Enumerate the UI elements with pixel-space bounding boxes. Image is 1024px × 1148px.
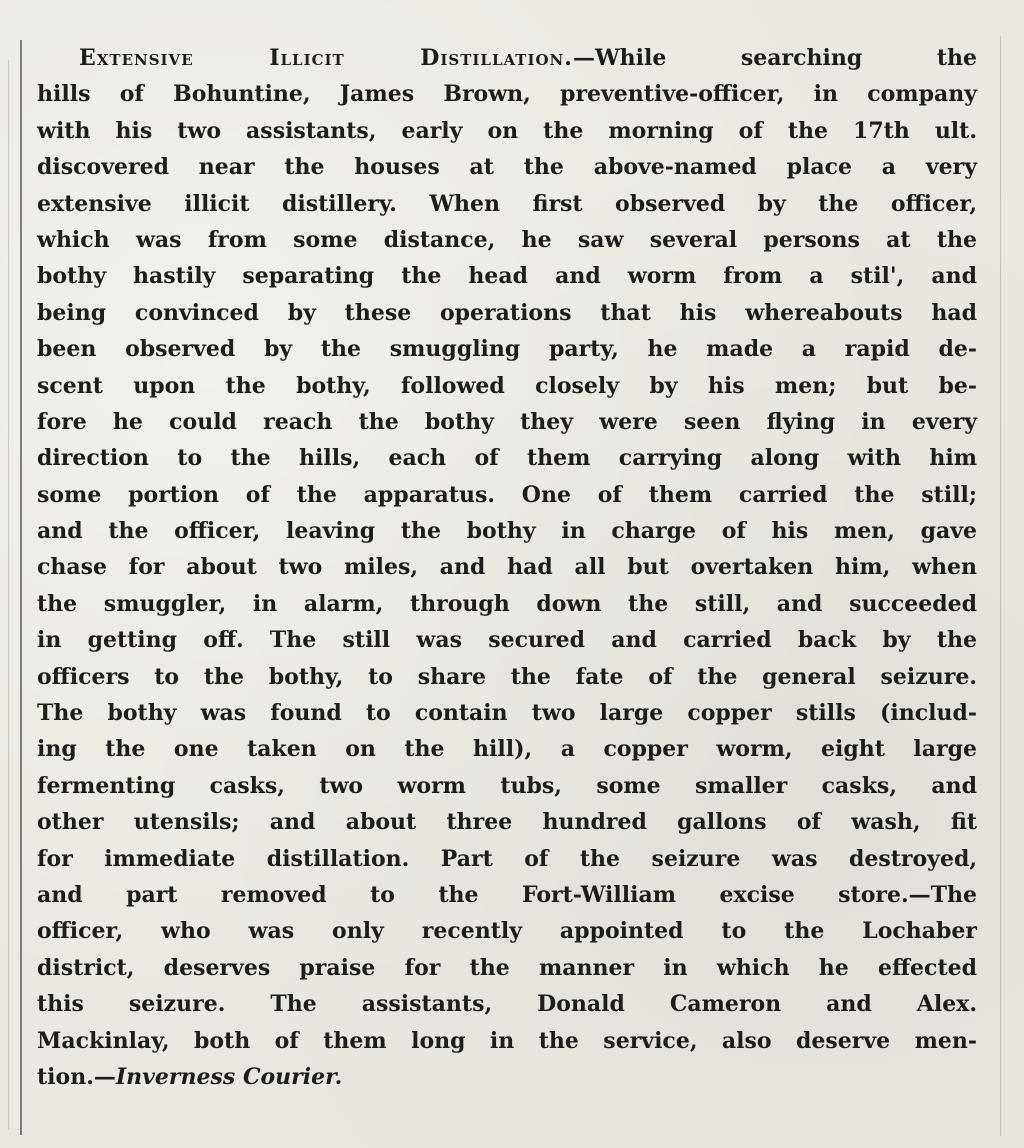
article-line-text: —While searching the <box>572 45 977 71</box>
article-line: this seizure. The assistants, Donald Cameron and Alex. <box>37 991 977 1018</box>
article-line: being convinced by these operations that his whereabouts had <box>37 299 977 326</box>
article-line <box>37 40 977 76</box>
article-line: officer, who was only recently appointed to the Lochaber <box>37 918 977 945</box>
article-line: in getting off. The still was secured and carried back by the <box>37 627 977 654</box>
article-line-text: tion.— <box>37 1063 116 1090</box>
article-line: been observed by the smuggling party, he made a rapid de- <box>37 336 977 363</box>
article-line: some portion of the apparatus. One of them carried the still; <box>37 481 977 508</box>
article-source: Inverness Courier. <box>115 1063 343 1090</box>
article-line: extensive illicit distillery. When first observed by the officer, <box>37 190 977 217</box>
article-line: for immediate distillation. Part of the seizure was destroyed, <box>37 845 977 872</box>
article-line: the smuggler, in alarm, through down the still, and succeeded <box>37 590 977 617</box>
article-line: with his two assistants, early on the morning of the 17th ult. <box>37 117 977 144</box>
article-line: and part removed to the Fort-William excise store.—The <box>37 881 977 908</box>
article-line: fore he could reach the bothy they were seen flying in every <box>37 408 977 435</box>
article-line: and the officer, leaving the bothy in charge of his men, gave <box>37 518 977 545</box>
article-line: which was from some distance, he saw several persons at the <box>37 226 977 253</box>
article-line: direction to the hills, each of them carrying along with him <box>37 445 977 472</box>
article-line: ing the one taken on the hill), a copper worm, eight large <box>37 736 977 763</box>
article-line: Mackinlay, both of them long in the service, also deserve men- <box>37 1027 977 1054</box>
article-line: discovered near the houses at the above-named place a very <box>37 154 977 181</box>
article-line: other utensils; and about three hundred gallons of wash, fit <box>37 809 977 836</box>
article-line: officers to the bothy, to share the fate of the general seizure. <box>37 663 977 690</box>
column-rule-left <box>20 40 22 1135</box>
article-line: district, deserves praise for the manner in which he effected <box>37 954 977 981</box>
column-rule-outer <box>8 60 9 1130</box>
article-line: scent upon the bothy, followed closely by his men; but be- <box>37 372 977 399</box>
article-line: fermenting casks, two worm tubs, some smaller casks, and <box>37 772 977 799</box>
article-line-final <box>37 1059 977 1095</box>
article-line: hills of Bohuntine, James Brown, preventive-officer, in company <box>37 81 977 108</box>
column-rule-right <box>1000 36 1001 1136</box>
article-line: The bothy was found to contain two large copper stills (includ- <box>37 700 977 727</box>
article-line: bothy hastily separating the head and worm from a stil', and <box>37 263 977 290</box>
news-article <box>37 40 977 1095</box>
article-line: chase for about two miles, and had all but overtaken him, when <box>37 554 977 581</box>
article-heading: Extensive Illicit Distillation. <box>79 45 573 71</box>
